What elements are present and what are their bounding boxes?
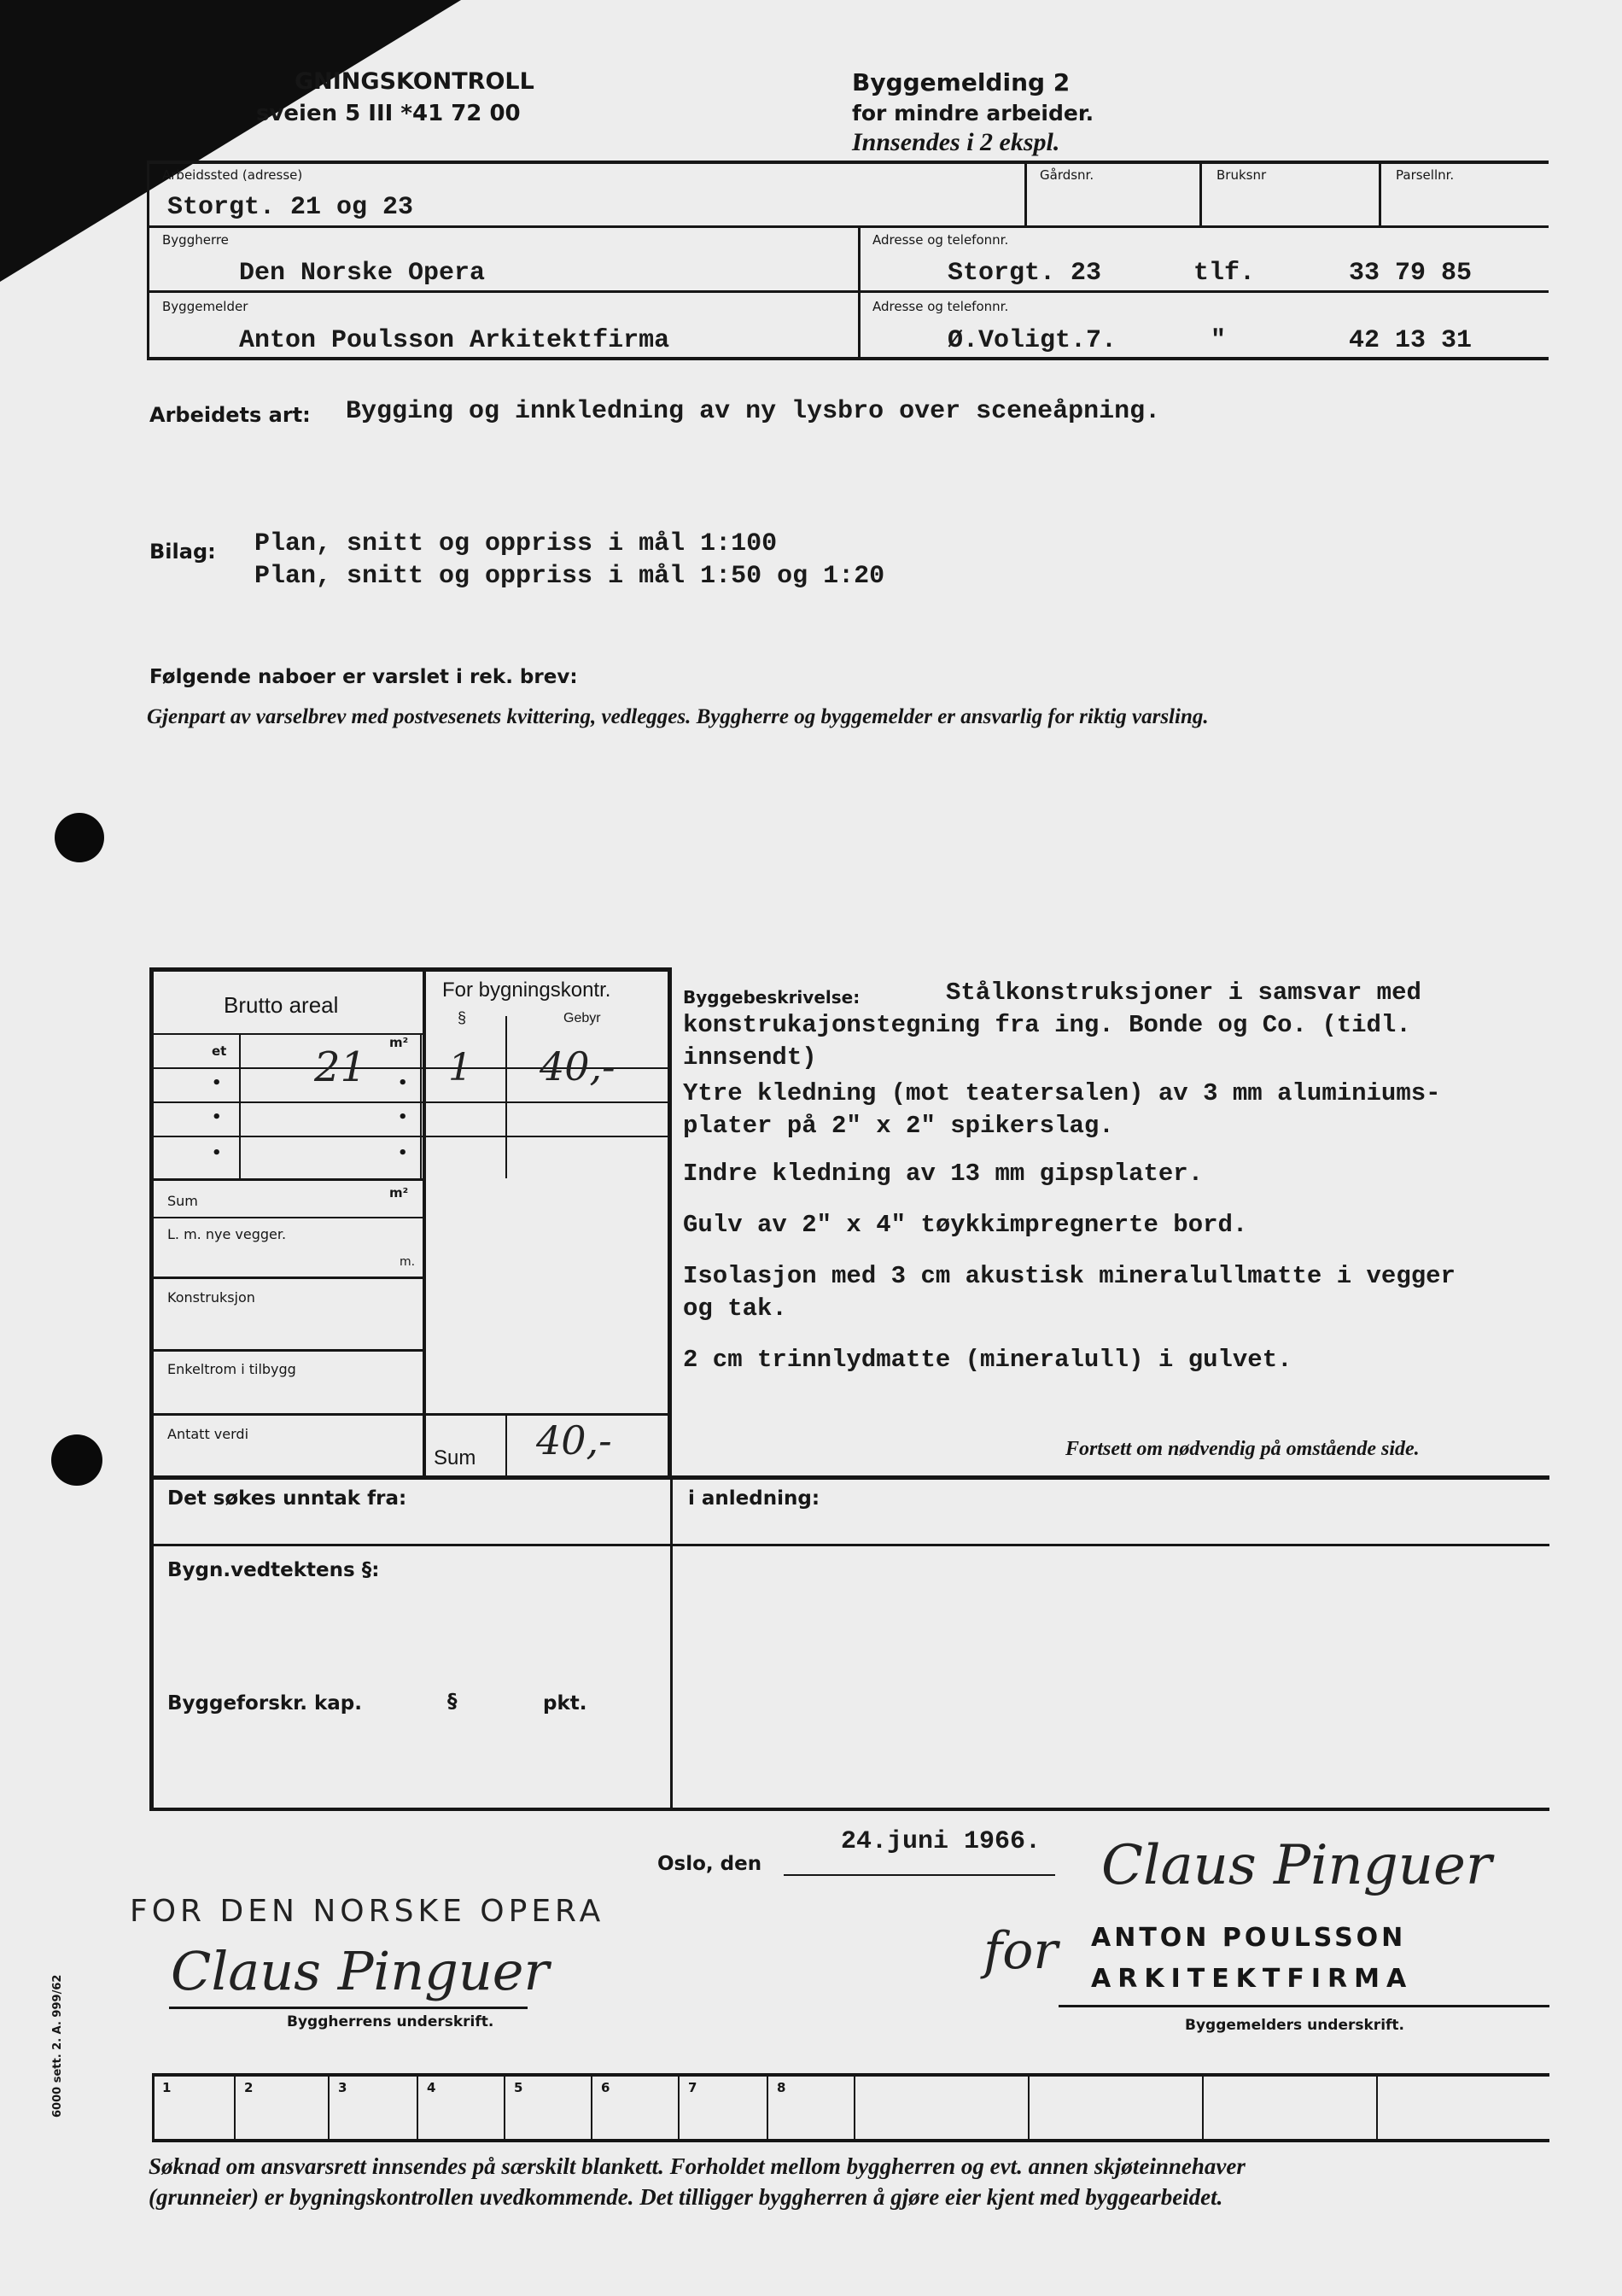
melder-signature-line	[1059, 2005, 1549, 2007]
beskrivelse-line-3: innsendt)	[683, 1043, 817, 1072]
byggherre-tlf-label: tlf.	[1193, 259, 1256, 288]
for-handwritten: for	[983, 1921, 1059, 1981]
punch-hole-upper	[55, 813, 104, 862]
grid-cell-8: 8	[777, 2080, 786, 2095]
byggherre-adresse: Storgt. 23	[948, 259, 1102, 288]
bilag-line-1: Plan, snitt og oppriss i mål 1:100	[254, 529, 778, 558]
arbeidets-art-label: Arbeidets art:	[149, 403, 311, 427]
melder-caption: Byggemelders underskrift.	[1185, 2017, 1405, 2034]
grid-cell-5: 5	[514, 2080, 523, 2095]
place-label: Oslo, den	[657, 1853, 762, 1875]
row2-unit-bullet: •	[398, 1074, 408, 1092]
byggherre-signature-line	[169, 2007, 528, 2009]
form-title: Byggemelding 2	[852, 68, 1071, 96]
sum-area-unit: m²	[389, 1185, 409, 1201]
punch-hole-lower	[51, 1434, 102, 1486]
naboer-label: Følgende naboer er varslet i rek. brev:	[149, 666, 578, 688]
lm-nye-vegger-label: L. m. nye vegger.	[167, 1226, 287, 1242]
et-label: et	[212, 1043, 227, 1059]
byggemelder-tlf: 42 13 31	[1349, 326, 1473, 355]
gardsnr-label: Gårdsnr.	[1040, 167, 1094, 183]
brutto-areal-label: Brutto areal	[224, 992, 339, 1018]
arbeidssted-label: Arbeidssted (adresse)	[162, 167, 303, 183]
beskrivelse-line-9: og tak.	[683, 1294, 787, 1323]
grid-cell-1: 1	[162, 2080, 172, 2095]
parsellnr-label: Parsellnr.	[1396, 167, 1455, 183]
lm-unit: m.	[400, 1255, 416, 1269]
bruksnr-label: Bruksnr	[1216, 167, 1267, 183]
form-instruction: Innsendes i 2 ekspl.	[852, 128, 1060, 156]
enkeltrom-label: Enkeltrom i tilbygg	[167, 1361, 296, 1377]
folded-corner	[0, 0, 461, 290]
sum-gebyr-value: 40,-	[536, 1417, 612, 1463]
stamp-line-1: ANTON POULSSON	[1091, 1923, 1407, 1953]
beskrivelse-line-8: Isolasjon med 3 cm akustisk mineralullmatte i vegger	[683, 1262, 1456, 1290]
sum-gebyr-label: Sum	[434, 1446, 476, 1469]
byggherre-caption: Byggherrens underskrift.	[287, 2013, 494, 2030]
antatt-verdi-label: Antatt verdi	[167, 1426, 249, 1442]
beskrivelse-line-2: konstrukajonstegning fra ing. Bonde og Co. (tidl.	[683, 1011, 1411, 1039]
beskrivelse-line-4: Ytre kledning (mot teatersalen) av 3 mm aluminiums-	[683, 1079, 1441, 1107]
byggherre-tlf: 33 79 85	[1349, 259, 1473, 288]
org-name: GNINGSKONTROLL	[295, 68, 534, 95]
grid-cell-6: 6	[601, 2080, 610, 2095]
naboer-note: Gjenpart av varselbrev med postvesenets kvittering, vedlegges. Byggherre og byggemelder er ansvarlig for riktig varsling.	[147, 705, 1209, 728]
org-address: sveien 5 III *41 72 00	[256, 101, 521, 126]
grid-cell-3: 3	[338, 2080, 347, 2095]
grid-cell-2: 2	[244, 2080, 254, 2095]
row1-paragraph: 1	[448, 1046, 472, 1090]
byggemelder-value: Anton Poulsson Arkitektfirma	[239, 326, 670, 355]
byggemelder-ditto: "	[1211, 326, 1227, 355]
byggebeskrivelse-label: Byggebeskrivelse:	[683, 987, 861, 1008]
beskrivelse-line-6: Indre kledning av 13 mm gipsplater.	[683, 1160, 1204, 1188]
paragraph-column-label: §	[458, 1009, 467, 1026]
unntak-label: Det søkes unntak fra:	[167, 1487, 407, 1510]
byggherre-handwritten: FOR DEN NORSKE OPERA	[130, 1894, 605, 1929]
row4-bullet: •	[212, 1144, 222, 1162]
byggemelder-adresse: Ø.Voligt.7.	[948, 326, 1117, 355]
bilag-label: Bilag:	[149, 540, 216, 564]
beskrivelse-line-10: 2 cm trinnlydmatte (mineralull) i gulvet.	[683, 1346, 1292, 1374]
print-code: 6000 sett. 2. A. 999/62	[51, 1974, 64, 2118]
row1-unit: m²	[389, 1035, 409, 1050]
vedtekt-label: Bygn.vedtektens §:	[167, 1559, 380, 1581]
grid-cell-7: 7	[688, 2080, 697, 2095]
date-value: 24.juni 1966.	[841, 1827, 1041, 1856]
anledning-label: i anledning:	[688, 1487, 820, 1510]
fortsett-note: Fortsett om nødvendig på omstående side.	[1065, 1438, 1420, 1460]
row4-unit-bullet: •	[398, 1144, 408, 1162]
byggeforskr-label: Byggeforskr. kap.	[167, 1692, 363, 1715]
date-underline	[784, 1874, 1055, 1876]
gebyr-column-label: Gebyr	[563, 1011, 601, 1025]
sum-area-label: Sum	[167, 1193, 198, 1209]
row1-gebyr: 40,-	[540, 1043, 616, 1090]
beskrivelse-line-7: Gulv av 2" x 4" tøykkimpregnerte bord.	[683, 1211, 1248, 1239]
arbeidets-art-value: Bygging og innkledning av ny lysbro over sceneåpning.	[346, 397, 1161, 426]
stamp-line-2: ARKITEKTFIRMA	[1091, 1964, 1414, 1994]
row3-unit-bullet: •	[398, 1108, 408, 1126]
footer-line-2: (grunneier) er bygningskontrollen uvedkommende. Det tilligger byggherren å gjøre eier kjent med byggearbeidet.	[149, 2184, 1223, 2210]
form-subtitle: for mindre arbeider.	[852, 101, 1094, 126]
byggeforskr-pkt: pkt.	[543, 1692, 587, 1715]
grid-cell-4: 4	[427, 2080, 436, 2095]
byggherre-label: Byggherre	[162, 232, 229, 248]
arbeidssted-value: Storgt. 21 og 23	[167, 193, 414, 222]
byggemelder-adresse-label: Adresse og telefonnr.	[872, 299, 1009, 314]
row2-bullet: •	[212, 1074, 222, 1092]
melder-signature: Claus Pinguer	[1101, 1834, 1492, 1897]
byggeforskr-paragraph: §	[447, 1691, 458, 1713]
beskrivelse-line-1: Stålkonstruksjoner i samsvar med	[946, 979, 1421, 1007]
byggherre-adresse-label: Adresse og telefonnr.	[872, 232, 1009, 248]
footer-line-1: Søknad om ansvarsrett innsendes på særskilt blankett. Forholdet mellom byggherren og evt. annen skjøteinnehaver	[149, 2153, 1246, 2179]
byggemelder-label: Byggemelder	[162, 299, 248, 314]
for-bygningskontr-label: For bygningskontr.	[442, 979, 611, 1002]
bilag-line-2: Plan, snitt og oppriss i mål 1:50 og 1:20	[254, 562, 885, 591]
beskrivelse-line-5: plater på 2" x 2" spikerslag.	[683, 1112, 1114, 1140]
konstruksjon-label: Konstruksjon	[167, 1289, 255, 1306]
byggherre-value: Den Norske Opera	[239, 259, 486, 288]
byggherre-signature: Claus Pinguer	[171, 1940, 550, 2002]
row1-area: 21	[314, 1043, 367, 1091]
row3-bullet: •	[212, 1108, 222, 1126]
